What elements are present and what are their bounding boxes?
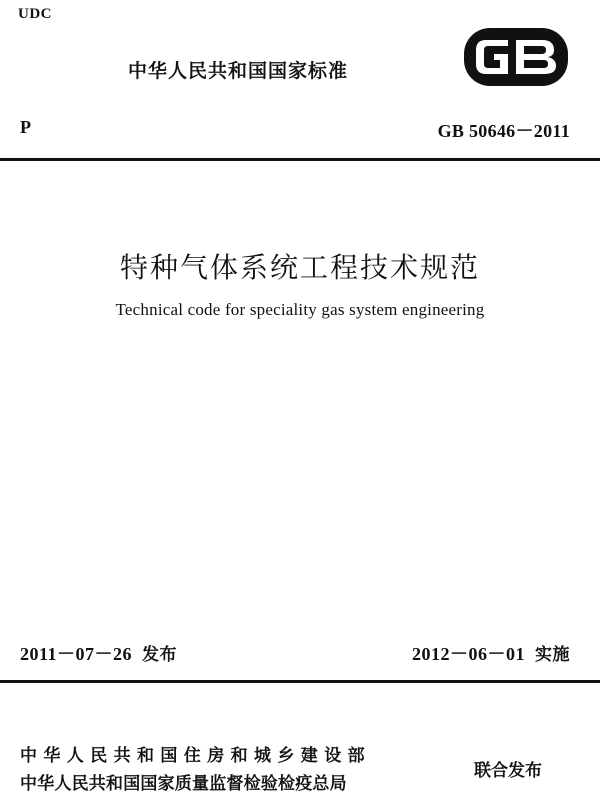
publisher-line-2: 中华人民共和国国家质量监督检验检疫总局	[20, 774, 347, 794]
issue-date-block	[20, 640, 177, 666]
publisher-line-1: 中华人民共和国住房和城乡建设部	[20, 746, 371, 766]
category-code: P	[20, 117, 31, 137]
joint-issue-label: 联合发布	[474, 761, 542, 781]
gb-logo-icon	[462, 26, 570, 88]
standard-type: 中华人民共和国国家标准	[128, 60, 349, 82]
implement-label: 实施	[535, 645, 570, 665]
top-divider	[0, 158, 600, 161]
title-chinese: 特种气体系统工程技术规范	[119, 251, 480, 284]
issue-label: 发布	[142, 645, 178, 665]
implement-date: 2012－06－01	[412, 644, 525, 664]
issue-date: 2011－07－26	[20, 644, 133, 664]
udc-label: UDC	[18, 6, 52, 22]
standard-number: GB 50646－2011	[437, 121, 570, 141]
implement-date-block	[412, 640, 570, 666]
bottom-divider	[0, 680, 600, 683]
title-english: Technical code for speciality gas system engineering	[115, 300, 485, 319]
